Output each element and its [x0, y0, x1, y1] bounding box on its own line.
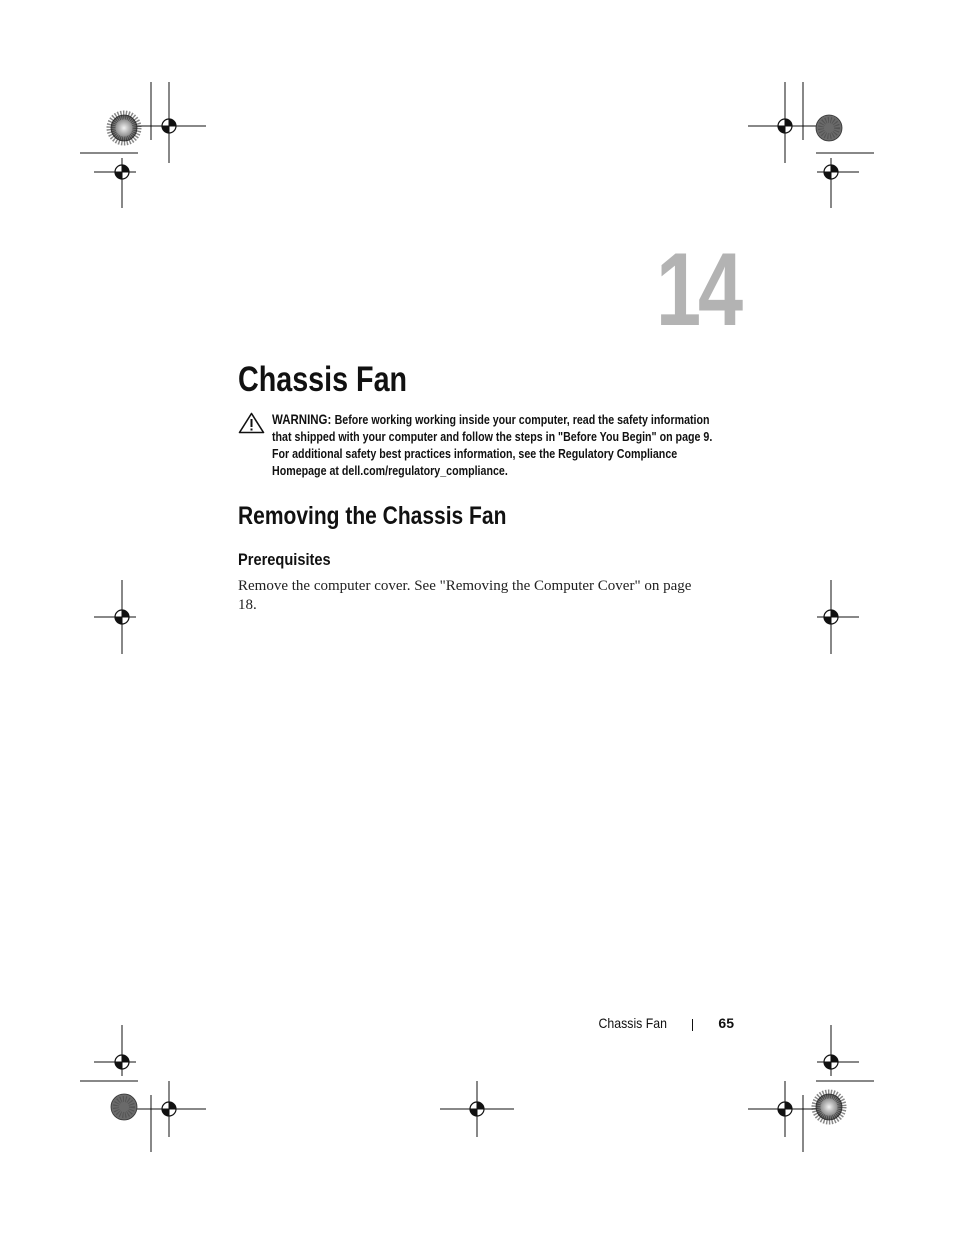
registration-mark-icon [94, 158, 136, 208]
warning-label: WARNING: [272, 411, 332, 427]
subsection-title: Prerequisites [238, 550, 331, 569]
registration-mark-icon [440, 1081, 514, 1137]
warning-text [272, 411, 731, 479]
registration-mark-icon [817, 580, 859, 654]
prerequisites-text: Remove the computer cover. See "Removing the Computer Cover" on page 18. [238, 578, 692, 613]
registration-mark-icon [748, 1081, 822, 1137]
footer-page-number: 65 [718, 1015, 734, 1031]
warning-triangle-icon [238, 412, 265, 434]
registration-mark-icon [94, 580, 136, 654]
registration-mark-icon [748, 82, 822, 163]
registration-mark-icon [817, 1025, 859, 1076]
section-title: Removing the Chassis Fan [238, 502, 507, 530]
registration-mark-icon [132, 82, 206, 163]
warning-body: Before working working inside your computer, read the safety information that shipped with your computer and follow the steps in "Before You Begin" on page 9. For additional safety best practices information, see the Regulatory Compliance Homepage at dell.com/regulatory_compliance. [272, 412, 713, 478]
footer-section-name: Chassis Fan [598, 1015, 667, 1031]
color-target-icon [111, 1094, 137, 1120]
chapter-number: 14 [656, 232, 740, 348]
registration-mark-icon [94, 1025, 136, 1076]
registration-mark-icon [132, 1081, 206, 1137]
registration-mark-icon [817, 158, 859, 208]
color-target-icon [816, 1094, 842, 1120]
chapter-title: Chassis Fan [238, 360, 408, 399]
color-target-icon [111, 115, 137, 141]
footer-divider [692, 1019, 693, 1031]
color-target-icon [816, 115, 842, 141]
